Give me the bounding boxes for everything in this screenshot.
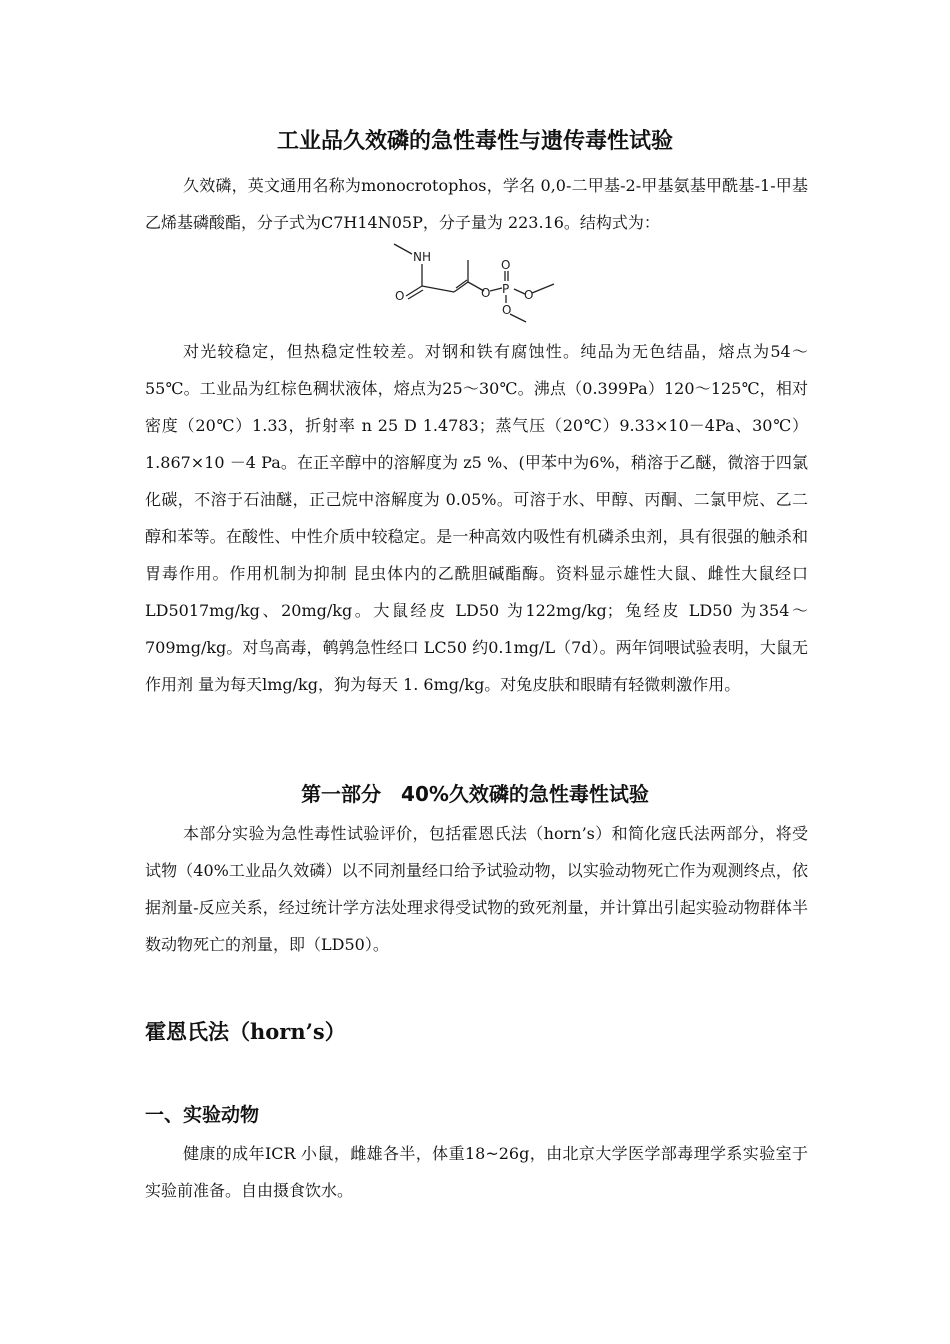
intro-text-2: 对光较稳定，但热稳定性较差。对钢和铁有腐蚀性。纯品为无色结晶，熔点为54～55℃。工业品为红棕色稠状液体，熔点为25～30℃。沸点（0.399Pa）120～125℃，相对密度（20℃）1.33，折射率 n 25 D 1.4783；蒸气压（20℃）9.33×10－4Pa、30℃）1.867×10 －4 Pa。在正辛醇中的溶解度为 z5 %、(甲苯中为6%，稍溶于乙醚，微溶于四氯化碳，不溶于石油醚，正己烷中溶解度为 0.05%。可溶于水、甲醇、丙酮、二氯甲烷、乙二醇和苯等。在酸性、中性介质中较稳定。是一种高效内吸性有机磷杀虫剂，具有很强的触杀和胃毒作用。作用机制为抑制 昆虫体内的乙酰胆碱酯酶。资料显示雄性大鼠、雌性大鼠经口LD5017mg/kg、20mg/kg。大鼠经皮 LD50 为122mg/kg；兔经皮 LD50 为354～709mg/kg。对鸟高毒，鹌鹑急性经口 LC50 约0.1mg/L（7d）。两年饲喂试验表明，大鼠无作用剂 量为每天lmg/kg，狗为每天 1. 6mg/kg。对兔皮肤和眼睛有轻微刺激作用。 — [145, 342, 808, 694]
structure-nh-label: NH — [413, 250, 431, 264]
structure-methoxy-o-bottom-label: O — [502, 303, 512, 317]
intro-paragraph-2 — [145, 333, 808, 703]
animals-paragraph — [145, 1135, 808, 1209]
part1-paragraph — [145, 815, 808, 963]
animals-text: 健康的成年ICR 小鼠，雌雄各半，体重18~26g，由北京大学医学部毒理学系实验室于实验前准备。自由摄食饮水。 — [145, 1144, 808, 1200]
part1-heading: 第一部分 40%久效磷的急性毒性试验 — [301, 782, 649, 806]
horn-method-heading: 霍恩氏法（horn’s） — [145, 1019, 346, 1044]
section-animals-heading: 一、实验动物 — [145, 1104, 260, 1126]
structure-methoxy-o-right-label: O — [524, 288, 534, 302]
monocrotophos-structure-diagram — [392, 242, 562, 324]
part1-text: 本部分实验为急性毒性试验评价，包括霍恩氏法（horn’s）和简化寇氏法两部分，将受试物（40%工业品久效磷）以不同剂量经口给予试验动物，以实验动物死亡作为观测终点，依据剂量-反应关系，经过统计学方法处理求得受试物的致死剂量，并计算出引起实验动物群体半数动物死亡的剂量，即（LD50）。 — [145, 824, 808, 954]
structure-p-label: P — [502, 282, 510, 296]
structure-ester-o-label: O — [481, 286, 491, 300]
document-title: 工业品久效磷的急性毒性与遗传毒性试验 — [276, 129, 673, 154]
structure-carbonyl-o-label: O — [395, 289, 405, 303]
intro-paragraph-1 — [145, 167, 808, 241]
intro-text-1: 久效磷，英文通用名称为monocrotophos，学名 0,0-二甲基-2-甲基氨基甲酰基-1-甲基乙烯基磷酸酯，分子式为C7H14N05P，分子量为 223.16。结构式为： — [145, 176, 808, 232]
structure-phosphoryl-o-label: O — [501, 258, 511, 272]
